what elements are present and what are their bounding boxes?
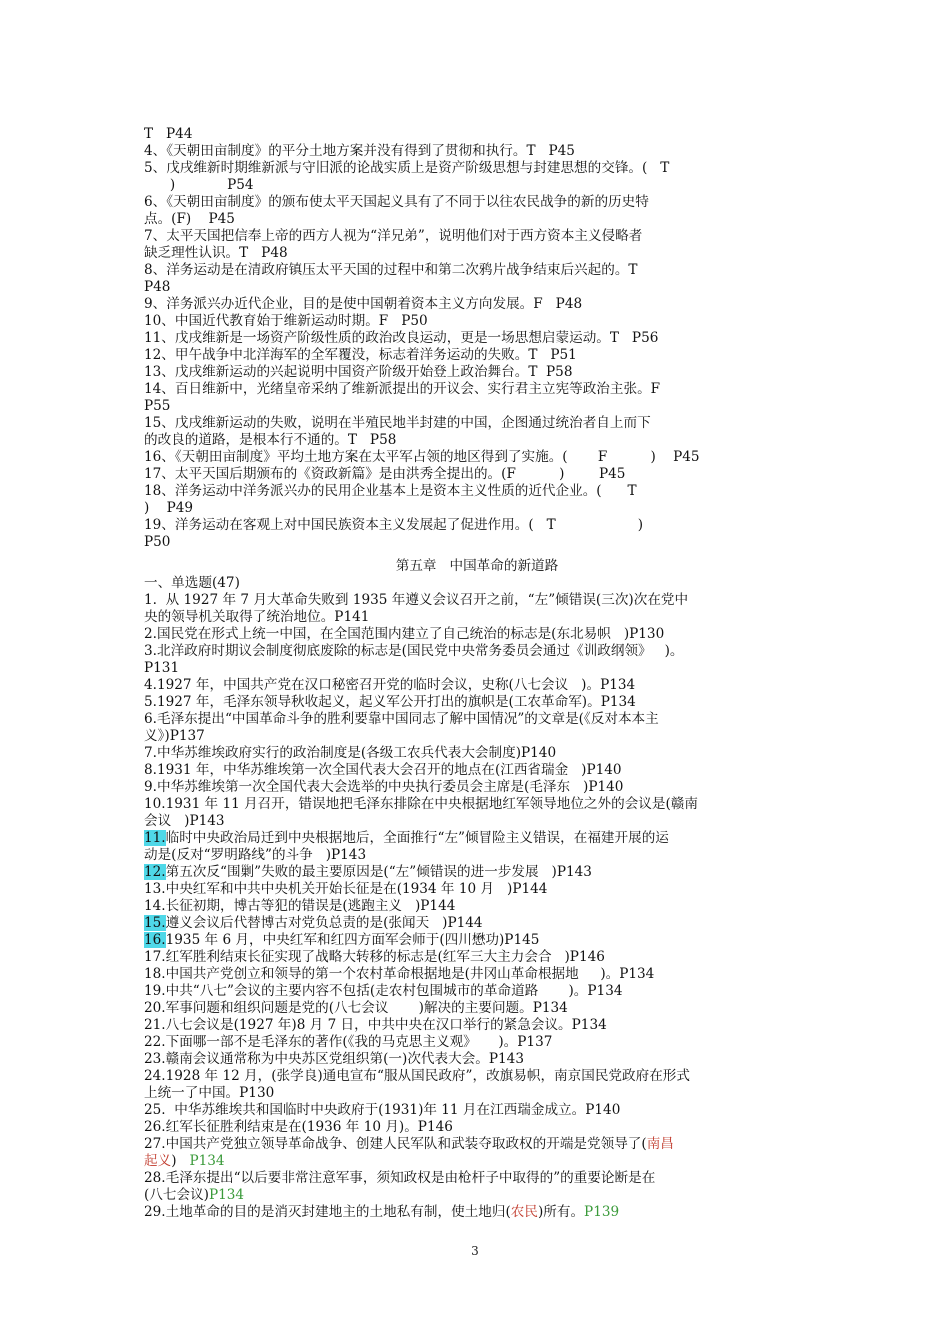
text-segment: 7.中华苏维埃政府实行的政治制度是(各级工农兵代表大会制度)P140 [144, 745, 557, 761]
part1-text [144, 126, 810, 551]
text-segment: 6.毛泽东提出“中国革命斗争的胜利要靠中国同志了解中国情况”的文章是(《反对本本主 [144, 711, 659, 727]
text-segment: 19.中共“八七”会议的主要内容不包括(走农村包围城市的革命道路 )。P134 [144, 983, 623, 999]
question-line [144, 762, 810, 779]
text-segment: 9.中华苏维埃第一次全国代表大会选举的中央执行委员会主席是(毛泽东 )P140 [144, 779, 624, 795]
question-line [144, 898, 810, 915]
text-line: 7、太平天国把信奉上帝的西方人视为“洋兄弟”，说明他们对于西方资本主义侵略者 [144, 228, 643, 244]
text-line: P50 [144, 534, 171, 550]
question-line [144, 983, 810, 1000]
part2-text [144, 592, 810, 1221]
text-line: 缺乏理性认识。T P48 [144, 245, 288, 261]
answer-text: 农民 [510, 1204, 538, 1220]
text-segment: 5.1927 年，毛泽东领导秋收起义，起义军公开打出的旗帜是(工农革命军)。P134 [144, 694, 636, 710]
text-line: 18、洋务运动中洋务派兴办的民用企业基本上是资本主义性质的近代企业。( T [144, 483, 637, 499]
question-line [144, 745, 810, 762]
text-line: ) P54 [144, 177, 254, 193]
highlighted-number: 15. [144, 915, 166, 931]
text-segment: 动是(反对“罗明路线”的斗争 )P143 [144, 847, 367, 863]
text-segment: 20.军事问题和组织问题是党的(八七会议 )解决的主要问题。P134 [144, 1000, 568, 1016]
text-segment: )所有。 [537, 1204, 585, 1220]
text-segment: 28.毛泽东提出“以后要非常注意军事，须知政权是由枪杆子中取得的”的重要论断是在 [144, 1170, 656, 1186]
text-segment: 13.中央红军和中共中央机关开始长征是在(1934 年 10 月 )P144 [144, 881, 548, 897]
question-line [144, 915, 810, 932]
text-line: 11、戊戌维新是一场资产阶级性质的政治改良运动，更是一场思想启蒙运动。T P56 [144, 330, 659, 346]
question-line [144, 932, 810, 949]
question-line [144, 1187, 810, 1204]
text-segment: 22.下面哪一部不是毛泽东的著作(《我的马克思主义观》 )。P137 [144, 1034, 553, 1050]
question-line [144, 711, 810, 728]
text-line: 6、《天朝田亩制度》的颁布使太平天国起义具有了不同于以往农民战争的新的历史特 [144, 194, 649, 210]
question-line [144, 966, 810, 983]
text-segment: 会议 )P143 [144, 813, 225, 829]
question-line [144, 796, 810, 813]
text-segment: 23.赣南会议通常称为中央苏区党组织第(一)次代表大会。P143 [144, 1051, 524, 1067]
text-line: 14、百日维新中，光绪皇帝采纳了维新派提出的开议会、实行君主立宪等政治主张。F [144, 381, 661, 397]
text-segment: 遵义会议后代替博古对党负总责的是(张闻天 )P144 [165, 915, 483, 931]
highlighted-number: 16. [144, 932, 166, 948]
text-segment: 3.北洋政府时期议会制度彻底废除的标志是(国民党中央常务委员会通过《训政纲领》 )。 [144, 643, 684, 659]
chapter-title: 第五章 中国革命的新道路 [395, 558, 559, 574]
text-line: 12、甲午战争中北洋海军的全军覆没，标志着洋务运动的失败。T P51 [144, 347, 577, 363]
text-segment: 2.国民党在形式上统一中国，在全国范围内建立了自己统治的标志是(东北易帜 )P130 [144, 626, 665, 642]
page-number: 3 [471, 1244, 479, 1258]
question-line [144, 847, 810, 864]
text-segment: 央的领导机关取得了统治地位。P141 [144, 609, 370, 625]
text-segment: 26.红军长征胜利结束是在(1936 年 10 月)。P146 [144, 1119, 453, 1135]
text-segment: 临时中央政治局迁到中央根据地后，全面推行“左”倾冒险主义错误，在福建开展的运 [165, 830, 669, 846]
text-line: 19、洋务运动在客观上对中国民族资本主义发展起了促进作用。( T ) [144, 517, 644, 533]
question-line [144, 660, 810, 677]
text-line: P55 [144, 398, 171, 414]
text-segment: 10.1931 年 11 月召开，错误地把毛泽东排除在中央根据地红军领导地位之外的会议是(赣南 [144, 796, 698, 812]
highlighted-number: 12. [144, 864, 166, 880]
question-line [144, 592, 810, 609]
question-line [144, 694, 810, 711]
question-line [144, 1051, 810, 1068]
text-segment: 上统一了中国。P130 [144, 1085, 275, 1101]
text-segment: 18.中国共产党创立和领导的第一个农村革命根据地是(井冈山革命根据地 )。P134 [144, 966, 655, 982]
text-segment: 义》)P137 [144, 728, 205, 744]
question-line [144, 609, 810, 626]
question-line [144, 949, 810, 966]
page-ref: P139 [584, 1204, 620, 1220]
question-line [144, 864, 810, 881]
text-line: 17、太平天国后期颁布的《资政新篇》是由洪秀全提出的。(F ) P45 [144, 466, 626, 482]
text-line: 9、洋务派兴办近代企业，目的是使中国朝着资本主义方向发展。F P48 [144, 296, 583, 312]
text-segment: ) [171, 1153, 190, 1169]
text-segment: 14.长征初期，博古等犯的错误是(逃跑主义 )P144 [144, 898, 456, 914]
text-segment: 1935 年 6 月，中央红军和红四方面军会师于(四川懋功)P145 [165, 932, 540, 948]
text-line: 13、戊戌维新运动的兴起说明中国资产阶级开始登上政治舞台。T P58 [144, 364, 573, 380]
question-line [144, 677, 810, 694]
text-segment: P131 [144, 660, 180, 676]
text-line: 5、戊戌维新时期维新派与守旧派的论战实质上是资产阶级思想与封建思想的交锋。( T [144, 160, 670, 176]
question-line [144, 779, 810, 796]
text-segment: 29.土地革命的目的是消灭封建地主的土地私有制，使土地归( [144, 1204, 511, 1220]
text-line: 16、《天朝田亩制度》平均土地方案在太平军占领的地区得到了实施。( F ) P45 [144, 449, 700, 465]
question-line [144, 1017, 810, 1034]
question-line [144, 1085, 810, 1102]
question-line [144, 1068, 810, 1085]
text-line: 8、洋务运动是在清政府镇压太平天国的过程中和第二次鸦片战争结束后兴起的。T [144, 262, 638, 278]
text-line: 4、《天朝田亩制度》的平分土地方案并没有得到了贯彻和执行。T P45 [144, 143, 575, 159]
question-line [144, 1102, 810, 1119]
question-line [144, 830, 810, 847]
text-segment: 第五次反“围剿”失败的最主要原因是(“左”倾错误的进一步发展 )P143 [165, 864, 592, 880]
question-line [144, 1034, 810, 1051]
page-ref: P134 [208, 1187, 245, 1203]
text-segment: 1. 从 1927 年 7 月大革命失败到 1935 年遵义会议召开之前，“左”倾错误(三次)次在党中 [144, 592, 689, 608]
question-line [144, 1170, 810, 1187]
section-title: 一、单选题(47) [144, 575, 240, 591]
answer-text: 南昌 [646, 1136, 674, 1152]
text-segment: 21.八七会议是(1927 年)8 月 7 日，中共中央在汉口举行的紧急会议。P134 [144, 1017, 607, 1033]
page-ref: P134 [189, 1153, 225, 1169]
answer-text: 起义 [144, 1153, 172, 1169]
question-line [144, 1119, 810, 1136]
text-segment: 4.1927 年，中国共产党在汉口秘密召开党的临时会议，史称(八七会议 )。P134 [144, 677, 636, 693]
text-line: 10、中国近代教育始于维新运动时期。F P50 [144, 313, 428, 329]
text-segment: 24.1928 年 12 月，(张学良)通电宣布“服从国民政府”，改旗易帜，南京国民党政府在形式 [144, 1068, 690, 1084]
question-line [144, 1000, 810, 1017]
question-line [144, 813, 810, 830]
question-line [144, 1153, 810, 1170]
highlighted-number: 11. [144, 830, 166, 846]
text-segment: 25. 中华苏维埃共和国临时中央政府于(1931)年 11 月在江西瑞金成立。P140 [144, 1102, 621, 1118]
text-line: 15、戊戌维新运动的失败，说明在半殖民地半封建的中国，企图通过统治者自上而下 [144, 415, 651, 431]
text-segment: 8.1931 年，中华苏维埃第一次全国代表大会召开的地点在(江西省瑞金 )P140 [144, 762, 622, 778]
text-segment: 17.红军胜利结束长征实现了战略大转移的标志是(红军三大主力会合 )P146 [144, 949, 605, 965]
text-line: T P44 [144, 126, 193, 142]
question-line [144, 643, 810, 660]
text-line: 的改良的道路，是根本行不通的。T P58 [144, 432, 397, 448]
text-line: 点。(F) P45 [144, 211, 235, 227]
question-line [144, 1204, 810, 1221]
question-line [144, 728, 810, 745]
text-segment: (八七会议) [144, 1187, 209, 1203]
text-line: ) P49 [144, 500, 194, 516]
text-segment: 27.中国共产党独立领导革命战争、创建人民军队和武装夺取政权的开端是党领导了( [144, 1136, 647, 1152]
question-line [144, 1136, 810, 1153]
chapter-section [144, 558, 810, 592]
text-line: P48 [144, 279, 171, 295]
question-line [144, 881, 810, 898]
question-line [144, 626, 810, 643]
